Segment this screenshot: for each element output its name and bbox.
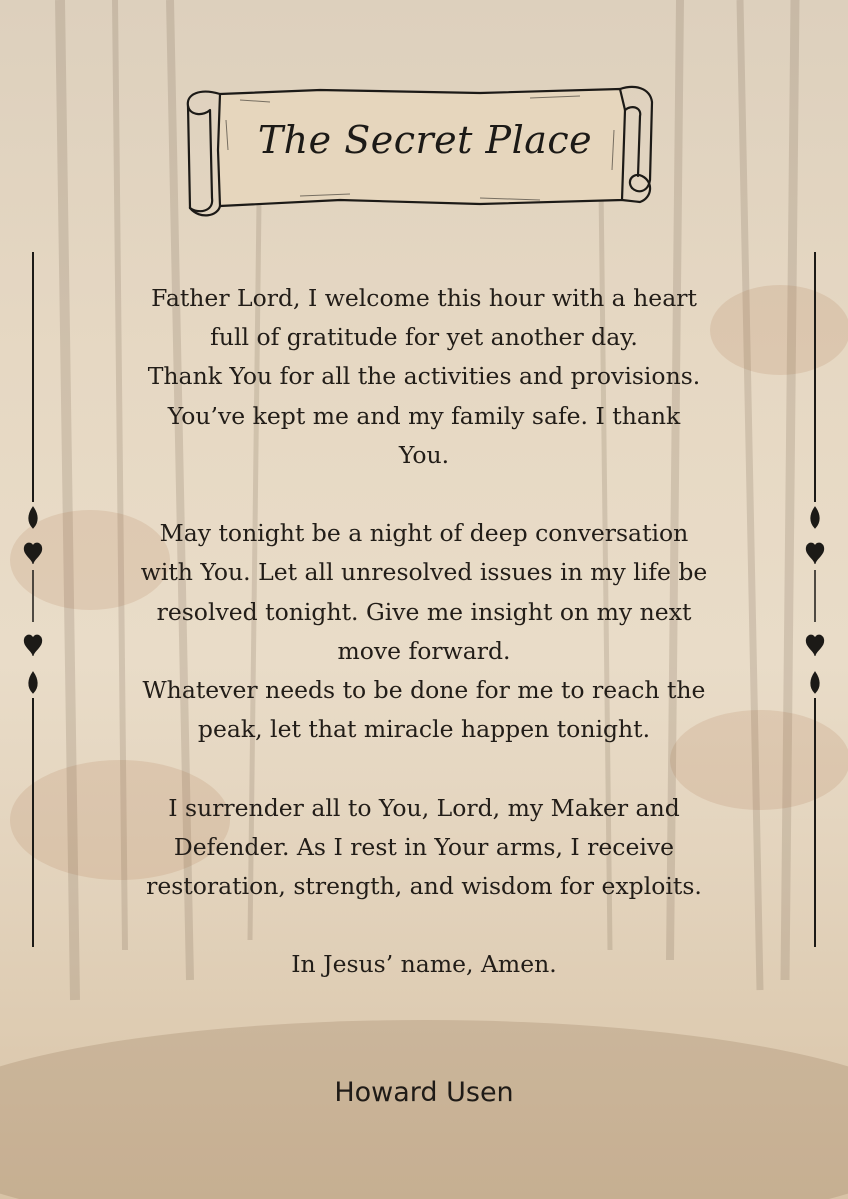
text-line: May tonight be a night of deep conversation	[159, 519, 689, 548]
text-line: move forward.	[337, 636, 511, 665]
page-title: The Secret Place	[257, 118, 593, 162]
text-line: Thank You for all the activities and provisions.	[147, 362, 701, 391]
closing-line	[100, 945, 748, 984]
text-line: Whatever needs to be done for me to reach the	[142, 676, 706, 705]
text-line: You’ve kept me and my family safe. I thank	[167, 401, 681, 430]
text-line: Father Lord, I welcome this hour with a heart	[151, 284, 697, 312]
paragraph-spacer	[100, 475, 748, 514]
paragraph-1	[100, 279, 748, 475]
text-line: peak, let that miracle happen tonight.	[197, 715, 651, 744]
text-line: Defender. As I rest in Your arms, I receive	[173, 832, 675, 861]
text-line: with You. Let all unresolved issues in my life be	[140, 558, 708, 587]
paragraph-3	[100, 789, 748, 907]
text-line: You.	[398, 440, 450, 469]
prayer-body	[100, 279, 748, 985]
paragraph-2	[100, 514, 748, 749]
paragraph-spacer	[100, 749, 748, 788]
author-name: Howard Usen	[334, 1077, 514, 1108]
text-line: resolved tonight. Give me insight on my next	[156, 597, 692, 626]
flourish-divider-icon	[800, 252, 830, 947]
flourish-divider-icon	[18, 252, 48, 947]
text-line: restoration, strength, and wisdom for exploits.	[146, 872, 702, 901]
paragraph-spacer	[100, 906, 748, 945]
text-line: In Jesus’ name, Amen.	[291, 950, 557, 979]
text-line: full of gratitude for yet another day.	[210, 323, 638, 352]
text-line: I surrender all to You, Lord, my Maker and	[168, 793, 680, 822]
